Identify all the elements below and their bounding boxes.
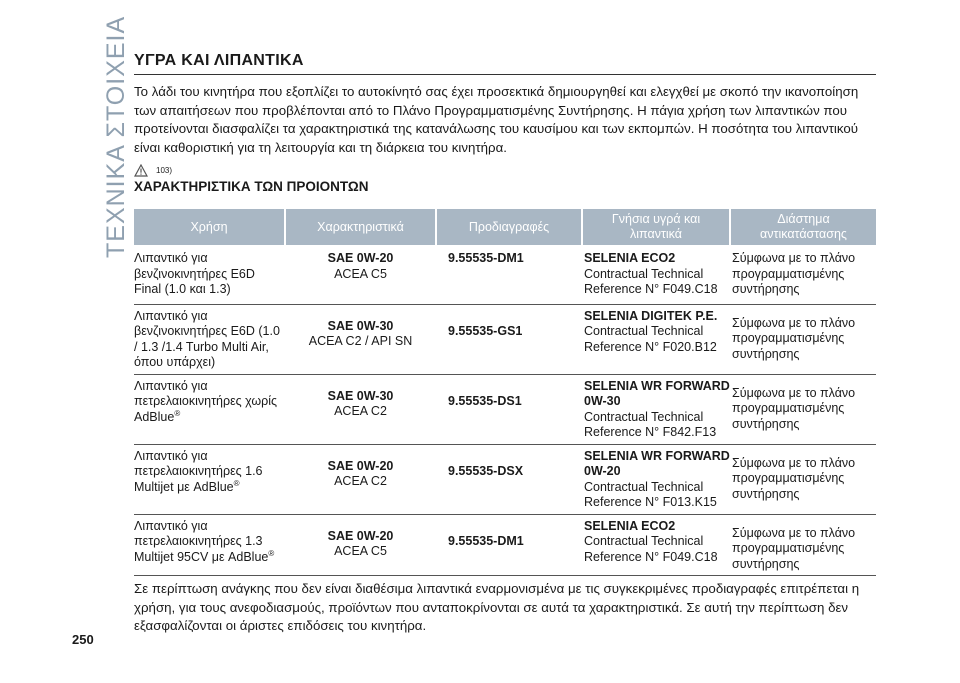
fluid-line: Reference N° F842.F13 — [584, 425, 717, 439]
use-line: βενζινοκινητήρες E6D — [134, 266, 255, 281]
page-number: 250 — [72, 632, 94, 647]
cell-genuine-fluid — [582, 245, 730, 304]
char-title: SAE 0W-20 — [327, 528, 394, 543]
fluid-line: Reference N° F049.C18 — [584, 282, 718, 296]
table-row — [134, 304, 876, 374]
interval-line: Σύμφωνα με το πλάνο — [732, 455, 856, 470]
cell-genuine-fluid — [582, 374, 730, 444]
registered-mark: ® — [233, 478, 240, 488]
intro-paragraph: Το λάδι του κινητήρα που εξοπλίζει το αυτοκίνητό σας έχει προσεκτικά δημιουργηθεί και ελεγχθεί με σκοπό την ικανοποίηση των απαιτήσεων που προβλέπονται από το Πλάνο Προγραμματισμένης Συντήρησης. Η πάγια χρήση των λιπαντικών που προτείνονται διασφαλίζει τα χαρακτηριστικά της κατανάλωσης του καυσίμου και των εκπομπών. Η ποσότητα του λιπαντικού είναι καθοριστική για τη λειτουργία και τη διάρκεια του κινητήρα. — [134, 84, 859, 155]
use-line: Λιπαντικό για — [134, 251, 208, 265]
table-row — [134, 245, 876, 304]
footer-paragraph: Σε περίπτωση ανάγκης που δεν είναι διαθέσιμα λιπαντικά εναρμονισμένα με τις συγκεκριμένες προδιαγραφές επιτρέπεται η χρήση, για τους ανεφοδιασμούς, προϊόντων που ανταποκρίνονται σε αυτά τα χαρακτηριστικά. Σε αυτή την περίπτωση δεν εξασφαλίζονται οι άριστες επιδόσεις του κινητήρα. — [134, 581, 860, 633]
use-line: πετρελαιοκινητήρες 1.3 — [134, 534, 263, 548]
use-line: Λιπαντικό για — [134, 378, 208, 393]
use-line: Λιπαντικό για — [134, 518, 208, 533]
cell-use — [134, 374, 285, 444]
use-line: Λιπαντικό για — [134, 448, 208, 463]
fluid-name: SELENIA WR FORWARD 0W-30 — [584, 378, 730, 408]
header-use: Χρήση — [134, 209, 285, 245]
cell-genuine-fluid — [582, 444, 730, 514]
interval-line: προγραμματισμένης — [732, 541, 845, 555]
use-line: Final (1.0 και 1.3) — [134, 282, 231, 296]
use-line: όπου υπάρχει) — [134, 355, 216, 369]
interval-line: προγραμματισμένης — [732, 331, 845, 345]
use-line: Multijet με AdBlue — [134, 479, 234, 494]
cell-characteristics — [285, 374, 436, 444]
header-interval: Διάστημα αντικατάστασης — [730, 209, 876, 245]
char-sub: ACEA C5 — [334, 544, 387, 558]
cell-characteristics — [285, 514, 436, 576]
table-heading: ΧΑΡΑΚΤΗΡΙΣΤΙΚΑ ΤΩΝ ΠΡΟΙΟΝΤΩΝ — [134, 179, 369, 194]
header-characteristics: Χαρακτηριστικά — [285, 209, 436, 245]
fluid-name: SELENIA DIGITEK P.E. — [584, 308, 718, 323]
lubricants-table — [134, 209, 876, 576]
interval-line: συντήρησης — [732, 346, 800, 361]
cell-specification: 9.55535-DSX — [436, 444, 582, 514]
fluid-line: Reference N° F020.B12 — [584, 339, 717, 354]
cell-use — [134, 245, 285, 304]
registered-mark: ® — [174, 408, 181, 418]
use-line: AdBlue — [134, 409, 175, 424]
use-line: Multijet 95CV με AdBlue — [134, 549, 269, 564]
fluid-line: Contractual Technical — [584, 479, 704, 494]
header-specifications: Προδιαγραφές — [436, 209, 582, 245]
fluid-line: Contractual Technical — [584, 266, 704, 281]
cell-characteristics — [285, 245, 436, 304]
registered-mark: ® — [268, 548, 275, 558]
interval-line: προγραμματισμένης — [732, 471, 845, 485]
cell-use — [134, 514, 285, 576]
note-number: 103) — [156, 165, 173, 175]
char-title: SAE 0W-20 — [327, 458, 394, 473]
note-reference — [134, 163, 876, 177]
char-title: SAE 0W-30 — [327, 318, 394, 333]
header-genuine-fluids: Γνήσια υγρά και λιπαντικά — [582, 209, 730, 245]
fluid-line: Contractual Technical — [584, 409, 704, 424]
interval-line: συντήρησης — [732, 282, 800, 296]
cell-interval — [730, 514, 876, 576]
cell-specification: 9.55535-DM1 — [436, 514, 582, 576]
interval-line: προγραμματισμένης — [732, 266, 845, 281]
char-title: SAE 0W-20 — [327, 251, 394, 265]
cell-interval — [730, 304, 876, 374]
interval-line: Σύμφωνα με το πλάνο — [732, 525, 856, 540]
cell-interval — [730, 245, 876, 304]
cell-interval — [730, 374, 876, 444]
cell-specification: 9.55535-DS1 — [436, 374, 582, 444]
interval-line: Σύμφωνα με το πλάνο — [732, 251, 856, 265]
warning-triangle-icon — [134, 164, 148, 177]
char-title: SAE 0W-30 — [327, 388, 394, 403]
cell-specification: 9.55535-DM1 — [436, 245, 582, 304]
fluid-name: SELENIA WR FORWARD 0W-20 — [584, 448, 730, 478]
use-line: Λιπαντικό για — [134, 308, 208, 323]
side-section-title: ΤΕΧΝΙΚΑ ΣΤΟΙΧΕΙΑ — [102, 15, 130, 258]
interval-line: συντήρησης — [732, 556, 800, 571]
char-sub: ACEA C2 / API SN — [308, 334, 413, 348]
fluid-name: SELENIA ECO2 — [584, 518, 676, 533]
main-content — [134, 52, 876, 649]
char-sub: ACEA C2 — [334, 474, 387, 488]
cell-interval — [730, 444, 876, 514]
cell-specification: 9.55535-GS1 — [436, 304, 582, 374]
use-line: / 1.3 /1.4 Turbo Multi Air, — [134, 339, 269, 354]
cell-use — [134, 304, 285, 374]
table-row — [134, 444, 876, 514]
char-sub: ACEA C2 — [334, 404, 387, 418]
cell-characteristics — [285, 444, 436, 514]
fluid-line: Reference N° F049.C18 — [584, 549, 718, 564]
table-row — [134, 514, 876, 576]
interval-line: Σύμφωνα με το πλάνο — [732, 385, 856, 400]
use-line: πετρελαιοκινητήρες χωρίς — [134, 394, 278, 408]
table-header-row — [134, 209, 876, 245]
interval-line: προγραμματισμένης — [732, 401, 845, 415]
char-sub: ACEA C5 — [334, 266, 387, 281]
fluid-line: Reference N° F013.K15 — [584, 495, 717, 509]
section-heading: ΥΓΡΑ ΚΑΙ ΛΙΠΑΝΤΙΚΑ — [134, 52, 876, 75]
interval-line: συντήρησης — [732, 416, 800, 431]
interval-line: Σύμφωνα με το πλάνο — [732, 315, 856, 330]
cell-characteristics — [285, 304, 436, 374]
table-row — [134, 374, 876, 444]
cell-use — [134, 444, 285, 514]
use-line: πετρελαιοκινητήρες 1.6 — [134, 464, 263, 478]
fluid-line: Contractual Technical — [584, 534, 704, 548]
cell-genuine-fluid — [582, 514, 730, 576]
interval-line: συντήρησης — [732, 486, 800, 501]
fluid-name: SELENIA ECO2 — [584, 251, 676, 265]
fluid-line: Contractual Technical — [584, 324, 704, 338]
use-line: βενζινοκινητήρες E6D (1.0 — [134, 324, 280, 338]
cell-genuine-fluid — [582, 304, 730, 374]
